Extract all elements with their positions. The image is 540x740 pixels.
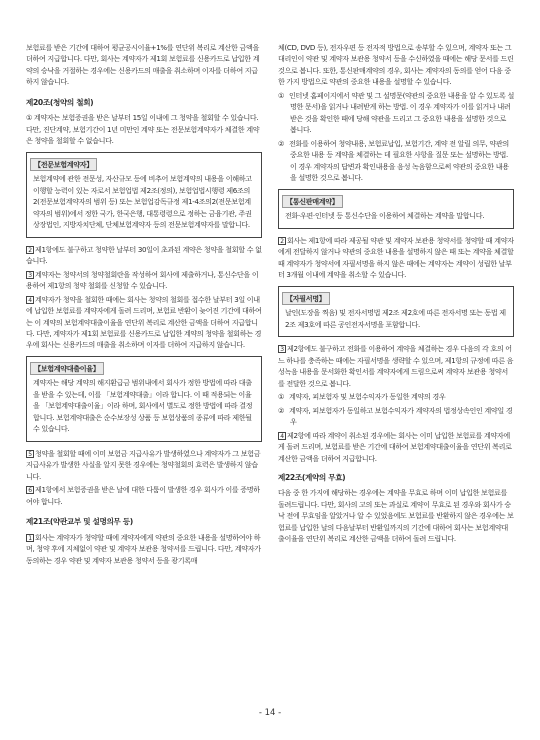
sub-item-marker: ② <box>278 405 285 415</box>
sub-item-3 <box>278 391 514 402</box>
left-column <box>26 42 262 568</box>
article-22-title: 제22조(계약의 무효) <box>278 473 346 483</box>
right-column <box>278 42 514 568</box>
paragraph-number: 3 <box>26 271 34 279</box>
para-text: 제1항에도 불구하고 청약한 날부터 30일이 초과된 계약은 청약을 철회할 수 없습니다. <box>26 244 262 266</box>
sub-item-text: 계약자, 피보험자가 동일하고 보험수익자가 계약자의 법정상속인인 계약일 경우 <box>289 405 513 427</box>
para-text: 제2항에 따라 계약이 취소된 경우에는 회사는 이미 납입한 보험료를 계약자에게 돌려 드리며, 보험료를 받은 기간에 대하여 보험계약대출이율을 연단위 복리로 계산한 금액을 더하여 지급합니다. <box>278 430 512 463</box>
note-box-text: 계약자는 해당 계약의 해지환급금 범위내에서 회사가 정한 방법에 따라 대출을 받을 수 있는데, 이를 「보험계약대출」이라 합니다. 이 때 적용되는 이율을 「보험계약대출이율」이라 하며, 회사에서 별도로 정한 방법에 따라 결정합니다. 보험계약대출은 순수보장성 상품 등 보험상품의 종류에 따라 제한될 수 있습니다. <box>33 378 253 434</box>
article-22-text: 다음 중 한 가지에 해당하는 경우에는 계약을 무효로 하며 이미 납입한 보험료를 돌려드립니다. 다만, 회사의 고의 또는 과실로 계약이 무효로 된 경우와 회사가 승낙 전에 무효임을 알았거나 알 수 있었음에도 보험료를 반환하지 않은 경우에는 보험료를 납입한 날의 다음날부터 반환일까지의 기간에 대하여 회사는 보험계약대출이율을 연단위 복리로 계산한 금액을 더하여 돌려 드립니다. <box>278 488 514 544</box>
para-text: 회사는 제1항에 따라 제공될 약관 및 계약자 보관용 청약서를 청약할 때 계약자에게 전달하지 않거나 약관의 중요한 내용을 설명하지 않은 때 또는 계약을 체결할 때 계약자가 청약서에 자필서명을 하지 않은 때에는 계약자는 계약이 성립한 날부터 3개월 이내에 계약을 취소할 수 있습니다. <box>278 235 514 280</box>
para-text: 제2항에도 불구하고 전화를 이용하여 계약을 체결하는 경우 다음의 각 호의 어느 하나를 충족하는 때에는 자필서명을 생략할 수 있으며, 제1항의 규정에 따른 음성녹음 내용을 문서화한 확인서를 계약자에게 드림으로써 계약자 보관용 청약서를 전달한 것으로 봅니다. <box>278 344 514 388</box>
article-21-para-4 <box>278 430 514 464</box>
sub-item-1 <box>278 90 514 136</box>
note-box-title: 【전문보험계약자】 <box>30 158 97 171</box>
note-box-loan-rate <box>26 356 262 442</box>
article-21-continued: 체(CD, DVD 등), 전자우편 등 전자적 방법으로 송부할 수 있으며, 계약자 또는 그 대리인이 약관 및 계약자 보관용 청약서 등을 수신하였을 때에는 해당 문서를 드린 것으로 봅니다. 또한, 통신판매계약의 경우, 회사는 계약자의 동의를 얻어 다음 중 한 가지 방법으로 약관의 중요한 내용을 설명할 수 있습니다. <box>278 43 514 87</box>
paragraph-number: 1 <box>26 534 34 542</box>
article-20-para-1: ① 계약자는 보험증권을 받은 날부터 15일 이내에 그 청약을 철회할 수 있습니다. 다만, 진단계약, 보험기간이 1년 미만인 계약 또는 전문보험계약자가 체결한 계약은 청약을 철회할 수 없습니다. <box>26 113 260 146</box>
sub-item-4 <box>278 405 514 428</box>
article-20-para-5 <box>26 448 262 482</box>
sub-item-text: 계약자, 피보험자 및 보험수익자가 동일한 계약의 경우 <box>289 392 446 402</box>
article-20-para-2 <box>26 244 262 267</box>
note-box-text: 보험계약에 관한 전문성, 자산규모 등에 비추어 보험계약의 내용을 이해하고 이행할 능력이 있는 자로서 보험업법 제2조(정의), 보험업법시행령 제6조의2(전문보험계약자의 범위 등) 또는 보험업감독규정 제1-4조의2(전문보험계약자의 범위)에서 정한 국가, 한국은행, 대통령령으로 정하는 금융기관, 주권상장법인, 지방자치단체, 단체보험계약자 등의 전문보험계약자를 말합니다. <box>33 174 252 230</box>
para-text: 계약자는 청약서의 청약철회란을 작성하여 회사에 제출하거나, 통신수단을 이용하여 제1항의 청약 철회를 신청할 수 있습니다. <box>26 269 259 291</box>
para-text: 회사는 계약자가 청약할 때에 계약자에게 약관의 중요한 내용을 설명하여야 하며, 청약 후에 지체없이 약관 및 계약자 보관용 청약서를 드립니다. 다만, 계약자가 동의하는 경우 약관 및 계약자 보관용 청약서 등을 광기록매 <box>26 532 261 565</box>
paragraph-number: 4 <box>26 296 34 304</box>
article-20-title: 제20조(청약의 철회) <box>26 97 94 107</box>
paragraph-number: 6 <box>26 486 34 494</box>
note-box-text: 날인(도장을 찍음) 및 전자서명법 제2조 제2호에 따른 전자서명 또는 동법 제2조 제3호에 따른 공인전자서명을 포함합니다. <box>285 308 506 329</box>
paragraph-number: 2 <box>26 246 34 254</box>
article-20-para-3 <box>26 269 262 292</box>
note-box-title: 【자필서명】 <box>282 292 330 305</box>
note-box-title: 【보험계약대출이율】 <box>30 362 104 375</box>
sub-item-2 <box>278 138 514 184</box>
note-box-telemarketing <box>278 189 514 229</box>
article-21-para-2 <box>278 235 514 281</box>
paragraph-number: 2 <box>278 237 286 245</box>
article-20-para-6 <box>26 484 262 507</box>
article-21-title: 제21조(약관교부 및 설명의무 등) <box>26 517 133 527</box>
page-number: - 14 - <box>258 708 282 718</box>
article-21-para-1 <box>26 532 262 566</box>
para-text: 제1항에서 보험증권을 받은 날에 대한 다툼이 발생한 경우 회사가 이를 증명하여야 합니다. <box>26 485 260 506</box>
paragraph-number: 5 <box>26 450 34 458</box>
sub-item-text: 전화를 이용하여 청약내용, 보험료납입, 보험기간, 계약 전 알릴 의무, 약관의 중요한 내용 등 계약을 체결하는 데 필요한 사항을 질문 또는 설명하는 방법. 이 경우 계약자의 답변과 확인내용을 음성 녹음함으로써 약관의 중요한 내용을 설명한 것으로 봅니다. <box>289 138 509 183</box>
note-box-text: 전화·우편·인터넷 등 통신수단을 이용하여 체결하는 계약을 말합니다. <box>285 211 485 221</box>
sub-item-marker: ① <box>278 392 285 402</box>
two-column-layout <box>26 42 514 568</box>
note-box-professional-policyholder <box>26 152 262 238</box>
para-text: 계약자가 청약을 철회한 때에는 회사는 청약의 철회를 접수한 날부터 3일 이내에 납입한 보험료를 계약자에게 돌려 드리며, 보험료 반환이 늦어진 기간에 대하여는 이 계약의 보험계약대출이율을 연단위 복리로 계산한 금액을 더하여 지급합니다. 다만, 계약자가 제1회 보험료를 신용카드로 납입한 계약의 청약을 철회하는 경우에 회사는 신용카드의 매출을 취소하며 이자를 더하여 지급하지 않습니다. <box>26 294 262 350</box>
note-box-title: 【통신판매계약】 <box>282 195 343 208</box>
sub-item-text: 인터넷 홈페이지에서 약관 및 그 설명문(약관의 중요한 내용을 알 수 있도록 설명한 문서)을 읽거나 내려받게 하는 방법. 이 경우 계약자가 이를 읽거나 내려받은 것을 확인한 때에 당해 약관을 드리고 그 중요한 내용을 설명한 것으로 봅니다. <box>289 90 514 135</box>
sub-item-marker: ② <box>278 138 285 148</box>
paragraph-number: 3 <box>278 345 286 353</box>
para-text: 청약을 철회할 때에 이미 보험금 지급사유가 발생하였으나 계약자가 그 보험금 지급사유가 발생한 사실을 알지 못한 경우에는 청약철회의 효력은 발생하지 않습니다. <box>26 448 261 481</box>
article-20-para-4 <box>26 294 262 351</box>
paragraph-number: 4 <box>278 432 286 440</box>
article-21-para-3 <box>278 343 514 389</box>
sub-item-marker: ① <box>278 90 285 100</box>
intro-paragraph: 보험료를 받은 기간에 대하여 평균공시이율+1%를 연단위 복리로 계산한 금액을 더하여 지급합니다. 다만, 회사는 계약자가 제1회 보험료를 신용카드로 납입한 계약의 승낙을 거절하는 경우에는 신용카드의 매출을 취소하며 이자를 더하여 지급하지 않습니다. <box>26 43 260 87</box>
note-box-signature <box>278 286 514 337</box>
